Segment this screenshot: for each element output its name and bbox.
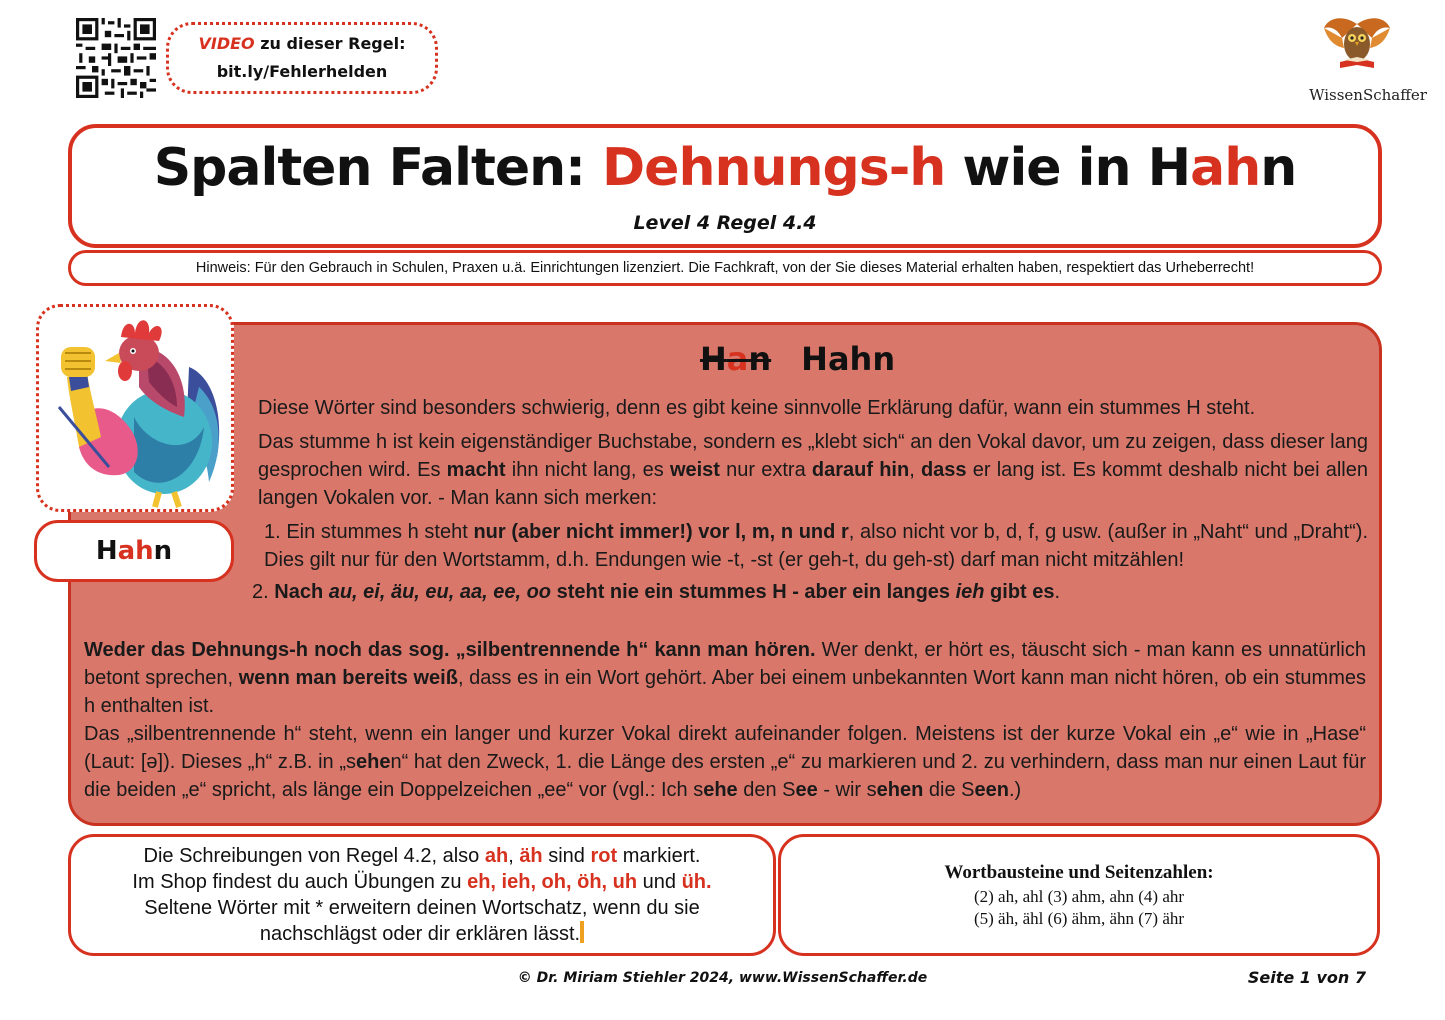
paragraph-silbentrennend: Weder das Dehnungs-h noch das sog. „silbentrennende h“ kann man hören. Wer denkt, er hört es, täuscht sich - man kann es unnatürlich betont sprechen, wenn man bereits weiß, dass es in ein Wort gehört. Aber bei einem unbekannten Wort kann man nicht hören, ob ein stummes h enthalten ist. Das „silbentrennende h“ steht, wenn ein langer und kurzer Vokal direkt aufeinander folgen. Meistens ist der kurze Vokal ein „e“ wie in „Hase“ (Laut: [ə]). Dieses „h“ z.B. in „sehen“ hat den Zweck, 1. die Länge des ersten „e“ zu markieren und 2. zu verhindern, dass man nur einen Laut für die beiden „e“ spricht, als länge ein Doppelzeichen „ee“ vor (vgl.: Ich sehe den See - wir sehen die Seen.): [84, 639, 1366, 801]
notes-line-3: Seltene Wörter mit * erweitern deinen Wortschatz, wenn du sie: [144, 897, 700, 919]
word-card-hahn: H ah n: [34, 520, 234, 582]
owl-logo-icon: [1322, 10, 1392, 80]
license-hint-text: Hinweis: Für den Gebrauch in Schulen, Praxen u.ä. Einrichtungen lizenziert. Die Fachkraft, von der Sie dieses Material erhalten haben, respektiert das Urheberrecht!: [195, 260, 1255, 276]
notes-line-2: Im Shop findest du auch Übungen zu eh, ieh, oh, öh, uh und üh.: [132, 871, 712, 893]
page-number: Seite 1 von 7: [1247, 968, 1366, 987]
paragraph-intro: Diese Wörter sind besonders schwierig, denn es gibt keine sinnvolle Erklärung dafür, wann ein stummes H steht.: [258, 397, 1256, 419]
video-link-box[interactable]: [166, 22, 438, 94]
rule-item-2: 2. Nach au, ei, äu, eu, aa, ee, oo steht nie ein stummes H - aber ein langes ieh gibt es.: [252, 581, 1061, 603]
paragraph-explanation: Das stumme h ist kein eigenständiger Buchstabe, sondern es „klebt sich“ an den Vokal davor, um zu zeigen, dass dieser lang gesprochen wird. Es macht ihn nicht lang, es weist nur extra darauf hin, dass er lang ist. Es kommt deshalb nicht bei allen langen Vokalen vor. - Man kann sich merken:: [258, 431, 1368, 509]
word-blocks-line-2: (5) äh, ähl (6) ähm, ähn (7) ähr: [973, 909, 1185, 928]
notes-line-4: nachschlägst oder dir erklären lässt.: [260, 921, 584, 947]
word-blocks-title: Wortbausteine und Seitenzahlen:: [944, 862, 1214, 883]
license-hint: [68, 250, 1382, 286]
notes-box: [68, 834, 776, 956]
page-title: Spalten Falten: Dehnungs-h wie in Hahn: [153, 138, 1297, 198]
word-blocks-box: [778, 834, 1380, 956]
rooster-icon: [39, 307, 231, 509]
panel-heading: [700, 340, 940, 378]
wrong-spelling: Han: [700, 340, 772, 378]
text-cursor: [580, 921, 584, 943]
video-link[interactable]: bit.ly/Fehlerhelden: [216, 62, 388, 81]
rooster-image-frame: [36, 304, 234, 512]
title-box: [68, 124, 1382, 248]
notes-line-1: Die Schreibungen von Regel 4.2, also ah, äh sind rot markiert.: [143, 845, 701, 867]
word-blocks-line-1: (2) ah, ahl (3) ahm, ahn (4) ahr: [973, 887, 1185, 906]
rule-item-1: 1. Ein stummes h steht nur (aber nicht immer!) vor l, m, n und r, also nicht vor b, d, f, g usw. (außer in „Naht“ und „Draht“). Dies gilt nur für den Wortstamm, d.h. Endungen wie -t, -st (er geh-t, du geh-st) darf man nicht mitzählen!: [264, 521, 1369, 571]
copyright-footer: © Dr. Miriam Stiehler 2024, www.WissenSchaffer.de: [517, 970, 928, 986]
qr-code: [76, 18, 156, 98]
brand-name: WissenSchaffer: [1309, 86, 1427, 104]
correct-spelling: Hahn: [801, 340, 896, 378]
video-caption: VIDEO zu dieser Regel:: [198, 34, 406, 53]
level-subtitle: Level 4 Regel 4.4: [633, 212, 817, 234]
